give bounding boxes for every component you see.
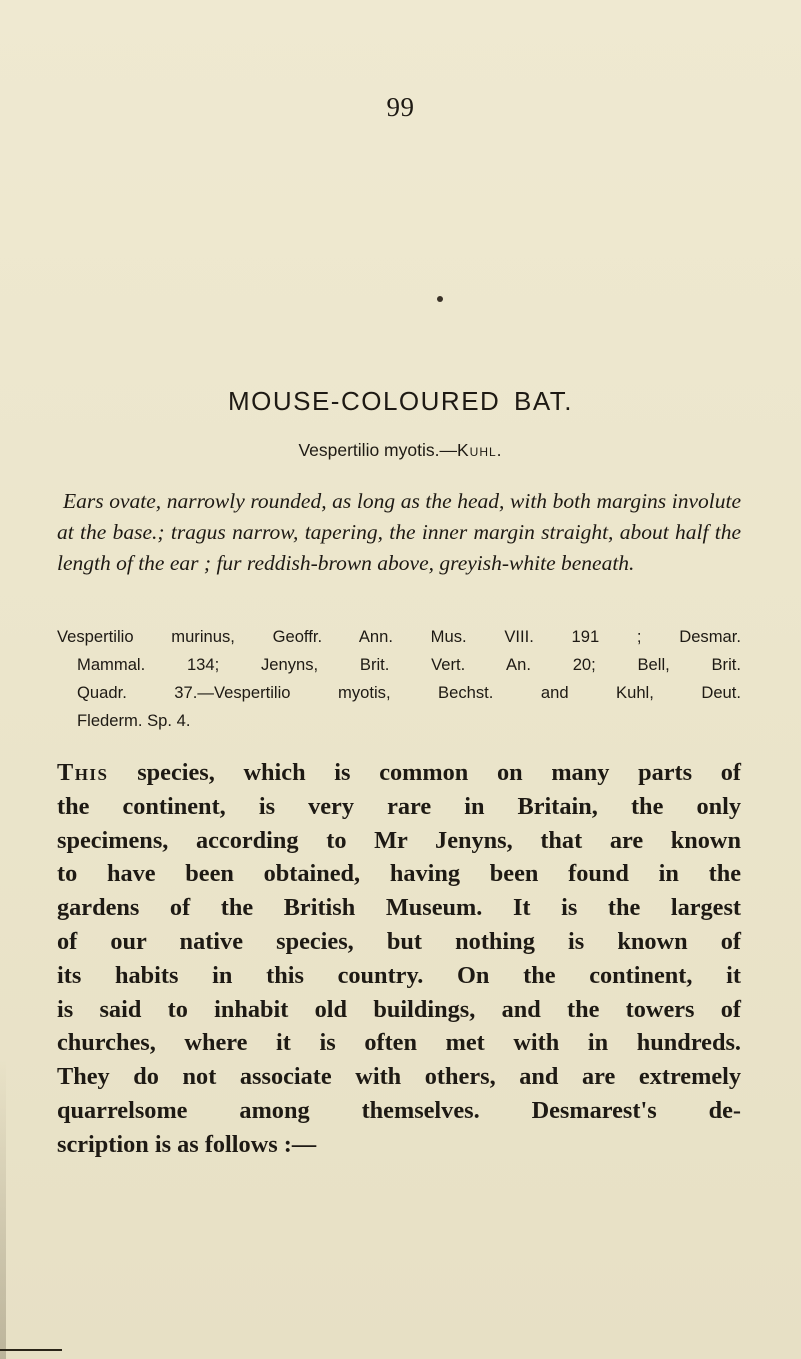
species-description (57, 486, 741, 579)
body-line: They do not associate with others, and are extremely (57, 1063, 741, 1091)
body-line: churches, where it is often met with in hundreds. (57, 1029, 741, 1057)
first-line-text: species, which is common on many parts of (108, 759, 741, 786)
body-line: of our native species, but nothing is known of (57, 927, 741, 955)
body-line: specimens, according to Mr Jenyns, that are known (57, 826, 741, 854)
lead-word: This (57, 759, 109, 786)
synonym-line: Quadr. 37.—Vespertilio myotis, Bechst. and Kuhl, Deut. (77, 683, 741, 702)
body-line: to have been obtained, having been found in the (57, 860, 741, 888)
body-line: scription is as follows :— (57, 1130, 317, 1158)
species-subtitle (0, 440, 801, 461)
page-title: MOUSE-COLOURED BAT. (227, 386, 574, 416)
description-line: fur reddish-brown above, greyish-white beneath. (216, 551, 635, 575)
page-number: 99 (386, 92, 415, 122)
body-line (57, 756, 741, 790)
synonym-line: Flederm. Sp. 4. (77, 711, 191, 730)
body-line: quarrelsome among themselves. Desmarest's de- (57, 1096, 741, 1124)
species-binomial: Vespertilio myotis.— (298, 440, 457, 460)
species-author: Kuhl. (456, 440, 503, 460)
description-line: Ears ovate, narrowly rounded, as long as the head, with (63, 489, 548, 513)
page-corner-mark (0, 1349, 62, 1351)
description-line: the inner margin straight, about half the length of the ear ; (57, 520, 742, 575)
page-edge-shadow (0, 1059, 6, 1359)
body-line: gardens of the British Museum. It is the largest (57, 894, 741, 922)
ink-speck (437, 296, 443, 302)
synonymy-references (57, 623, 741, 735)
synonym-line: Mammal. 134; Jenyns, Brit. Vert. An. 20; Bell, Brit. (77, 655, 741, 674)
body-line: is said to inhabit old buildings, and the towers of (57, 995, 741, 1023)
description-line: both margins involute at the base.; tragus narrow, tapering, (57, 489, 741, 544)
body-line: the continent, is very rare in Britain, the only (57, 792, 741, 820)
synonym-line: Vespertilio murinus, Geoffr. Ann. Mus. VIII. 191 ; Desmar. (57, 627, 741, 646)
body-line: its habits in this country. On the continent, it (57, 961, 741, 989)
body-paragraph (57, 756, 741, 1162)
